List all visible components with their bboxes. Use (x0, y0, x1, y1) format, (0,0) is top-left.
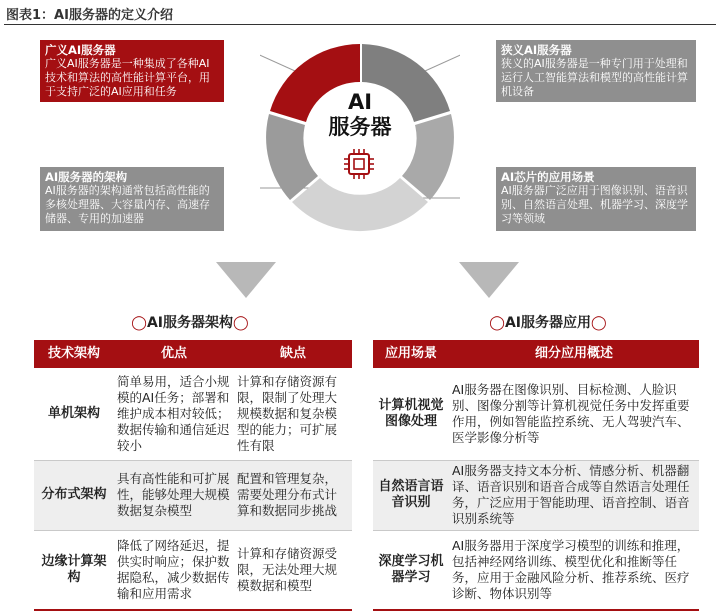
row-cons: 计算和存储资源有限，限制了处理大规模数据和复杂模型的能力；可扩展性有限 (234, 368, 352, 460)
architecture-table (34, 340, 352, 611)
chip-applications-box (496, 167, 696, 231)
broad-ai-server-title: 广义AI服务器 (45, 43, 116, 57)
table-row (34, 368, 352, 460)
row-desc: AI服务器支持文本分析、情感分析、机器翻译、语音识别和语音合成等自然语言处理任务，广泛应用于智能助理、语音控制、语音识别系统等 (449, 460, 699, 530)
header-cons: 缺点 (234, 340, 352, 368)
table-row (373, 368, 699, 460)
header-application-overview: 细分应用概述 (449, 340, 699, 368)
right-section-title: ◯AI服务器应用◯ (489, 315, 607, 331)
table-row (373, 530, 699, 610)
application-table (373, 340, 699, 611)
left-section-title: ◯AI服务器架构◯ (131, 315, 249, 331)
narrow-ai-server-box (496, 40, 696, 102)
center-label-line1: AI (347, 90, 373, 114)
row-name: 深度学习机器学习 (373, 530, 449, 610)
row-cons: 计算和存储资源受限，无法处理大规模数据和模型 (234, 530, 352, 610)
architecture-box (40, 167, 224, 231)
narrow-ai-server-title: 狭义AI服务器 (501, 43, 572, 57)
center-label (318, 90, 402, 140)
right-section-title-text: AI服务器应用 (504, 315, 592, 331)
down-arrow-left-icon (216, 262, 276, 298)
row-name: 分布式架构 (34, 460, 114, 530)
row-desc: AI服务器用于深度学习模型的训练和推理，包括神经网络训练、模型优化和推断等任务，应用于金融风险分析、推荐系统、医疗诊断、物体识别等 (449, 530, 699, 610)
table-row (373, 460, 699, 530)
center-label-line2: 服务器 (328, 115, 392, 139)
header-application-scene: 应用场景 (373, 340, 449, 368)
chip-applications-text: AI服务器广泛应用于图像识别、语音识别、自然语言处理、机器学习、深度学习等领域 (501, 184, 688, 225)
cpu-chip-icon (341, 146, 377, 182)
figure-title: 图表1：AI服务器的定义介绍 (6, 8, 173, 23)
chip-applications-title: AI芯片的应用场景 (501, 170, 595, 184)
table-row (34, 460, 352, 530)
row-pros: 简单易用，适合小规模的AI任务；部署和维护成本相对较低；数据传输和通信延迟较小 (114, 368, 234, 460)
broad-ai-server-text: 广义AI服务器是一种集成了各种AI技术和算法的高性能计算平台，用于支持广泛的AI应用和任务 (45, 57, 210, 98)
row-cons: 配置和管理复杂，需要处理分布式计算和数据同步挑战 (234, 460, 352, 530)
table-row (34, 530, 352, 610)
architecture-title: AI服务器的架构 (45, 170, 128, 184)
row-name: 边缘计算架构 (34, 530, 114, 610)
row-name: 单机架构 (34, 368, 114, 460)
down-arrow-right-icon (459, 262, 519, 298)
left-section-title-text: AI服务器架构 (146, 315, 234, 331)
row-pros: 降低了网络延迟，提供实时响应；保护数据隐私，减少数据传输和应用需求 (114, 530, 234, 610)
narrow-ai-server-text: 狭义的AI服务器是一种专门用于处理和运行人工智能算法和模型的高性能计算机设备 (501, 57, 688, 98)
row-name: 自然语言语音识别 (373, 460, 449, 530)
row-desc: AI服务器在图像识别、目标检测、人脸识别、图像分割等计算机视觉任务中发挥重要作用，例如智能监控系统、无人驾驶汽车、医学影像分析等 (449, 368, 699, 460)
row-name: 计算机视觉图像处理 (373, 368, 449, 460)
header-tech-architecture: 技术架构 (34, 340, 114, 368)
header-pros: 优点 (114, 340, 234, 368)
broad-ai-server-box (40, 40, 224, 102)
title-divider (4, 24, 716, 25)
row-pros: 具有高性能和可扩展性，能够处理大规模数据复杂模型 (114, 460, 234, 530)
architecture-text: AI服务器的架构通常包括高性能的多核处理器、大容量内存、高速存储器、专用的加速器 (45, 184, 210, 225)
